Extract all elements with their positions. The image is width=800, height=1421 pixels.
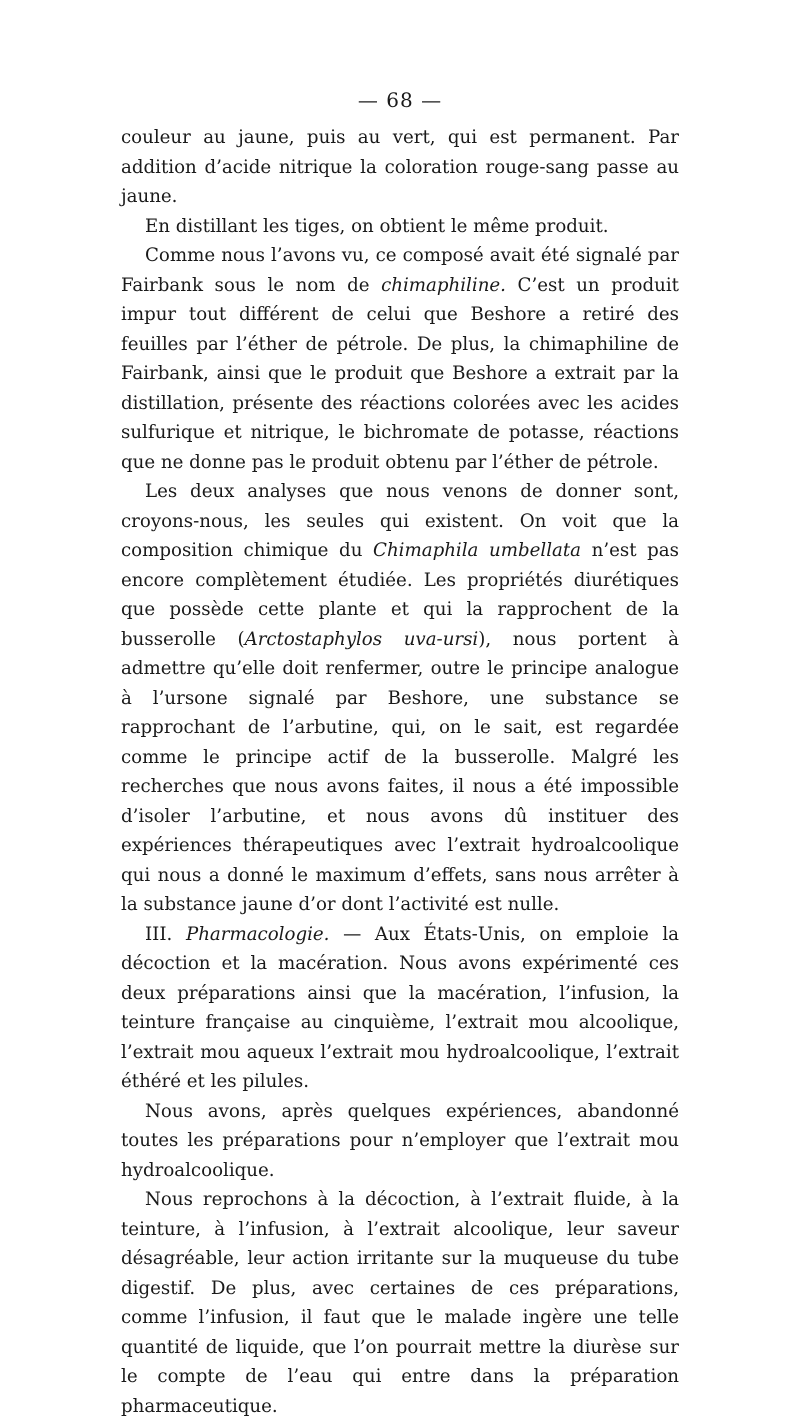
- text-segment: Nous avons, après quelques expériences, abandonné toutes les préparations pour n’employer que l’extrait mou hydroalcoolique.: [121, 1100, 679, 1181]
- text-segment: En distillant les tiges, on obtient le même produit.: [145, 215, 609, 237]
- text-segment: Comme nous l’avons vu, ce composé avait été signalé par Fairbank sous le nom de: [121, 245, 679, 296]
- paragraph: [121, 1097, 679, 1186]
- italic-text: Chimaphila umbellata: [373, 540, 582, 561]
- paragraph: [121, 477, 679, 920]
- text-segment: Les deux analyses que nous venons de donner sont, croyons-nous, les seules qui existent. On voit que la composition chimique du: [121, 481, 679, 561]
- italic-text: Arctostaphylos uva-ursi: [244, 628, 479, 650]
- italic-text: chimaphiline.: [381, 274, 506, 296]
- italic-text: Pharmacologie.: [185, 923, 330, 945]
- text-segment: Nous reprochons à la décoction, à l’extrait fluide, à la teinture, à l’infusion, à l’extrait alcoolique, leur saveur désagréable, leur action irritante sur la muqueuse du tube digestif. De plus, avec certaines de ces préparations, comme l’infusion, il faut que le malade ingère une telle quantité de liquide, que l’on pourrait mettre la diurèse sur le compte de l’eau qui entre dans la préparation pharmaceutique.: [121, 1189, 679, 1417]
- paragraph: [121, 1185, 679, 1421]
- text-segment: III.: [145, 923, 186, 945]
- paragraph: [121, 212, 679, 242]
- paragraph: [121, 123, 679, 212]
- text-segment: n’est pas encore complètement étudiée. Les propriétés diurétiques que possède cette plante et qui la rapprochent de la busserolle (: [121, 540, 679, 650]
- text-segment: couleur au jaune, puis au vert, qui est permanent. Par addition d’acide nitrique la coloration rouge-sang passe au jaune.: [121, 127, 679, 207]
- paragraph: [121, 241, 679, 477]
- text-segment: ), nous portent à admettre qu’elle doit renfermer, outre le principe analogue à l’ursone signalé par Beshore, une substance se rapprochant de l’arbutine, qui, on le sait, est regardée comme le principe actif de la busserolle. Malgré les recherches que nous avons faites, il nous a été impossible d’isoler l’arbutine, et nous avons dû instituer des expériences thérapeutiques avec l’extrait hydroalcoolique qui nous a donné le maximum d’effets, sans nous arrêter à la substance jaune d’or dont l’activité est nulle.: [121, 628, 679, 915]
- page-number: — 68 —: [357, 88, 443, 112]
- text-segment: — Aux États-Unis, on emploie la décoction et la macération. Nous avons expérimenté ces deux préparations ainsi que la macération, l’infusion, la teinture française au cinquième, l’extrait mou alcoolique, l’extrait mou aqueux l’extrait mou hydroalcoolique, l’extrait éthéré et les pilules.: [121, 923, 679, 1092]
- paragraph: [121, 920, 679, 1097]
- body-text: [121, 123, 679, 1421]
- text-segment: C’est un produit impur tout différent de celui que Beshore a retiré des feuilles par l’éther de pétrole. De plus, la chimaphiline de Fairbank, ainsi que le produit que Beshore a extrait par la distillation, présente des réactions colorées avec les acides sulfurique et nitrique, le bichromate de potasse, réactions que ne donne pas le produit obtenu par l’éther de pétrole.: [121, 274, 679, 473]
